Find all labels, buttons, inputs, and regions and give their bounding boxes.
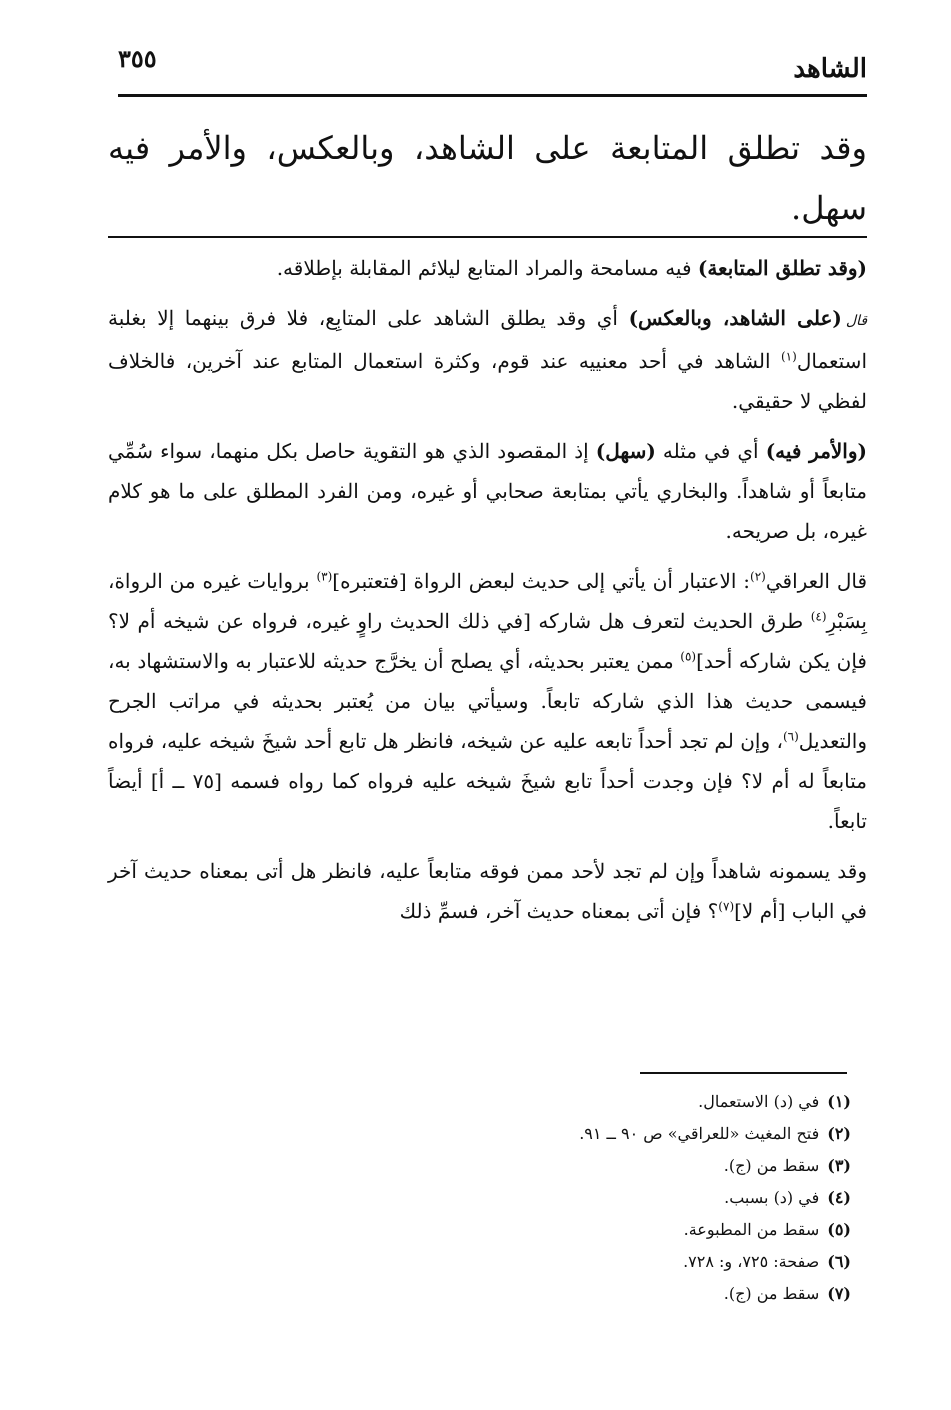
footnote-ref: (٧)	[718, 899, 735, 914]
commentary-text: إذ المقصود الذي هو التقوية حاصل بكل منهما، سواء سُمِّي متابعاً أو شاهداً. والبخاري يأتي بمتابعة صحابي أو غيره، ومن الفرد المطلق على ما هو كلام غيره، بل صريحه.	[108, 439, 867, 543]
footnote-ref: (٦)	[782, 729, 799, 744]
commentary-text: : الاعتبار أن يأتي إلى حديث لبعض الرواة [فتعتبره]	[332, 569, 751, 593]
commentary-text: ، وإن لم تجد أحداً تابعه عليه عن شيخه، فانظر هل تابع أحد شيخَ شيخه عليه، فرواه متابعاً له أم لا؟ فإن وجدت أحداً تابع شيخَ شيخه عليه فرواه كما رواه فسمه [٧٥ ــ أ] أيضاً تابعاً.	[108, 729, 868, 833]
footnote-ref: (٣)	[316, 569, 333, 584]
commentary-text: ؟ فإن أتى بمعناه حديث آخر، فسمِّ ذلك	[399, 899, 719, 923]
footnote-number: (١)	[827, 1092, 851, 1111]
commentary	[108, 248, 867, 941]
lemma: (سهل)	[595, 439, 656, 463]
commentary-text: ممن يعتبر بحديثه، أي يصلح أن يخرَّج حديثه للاعتبار به والاستشهاد به، فيسمى حديث هذا الذي شاركه تابعاً. وسيأتي بيان من يُعتبر بحديثه في مراتب الجرح والتعديل	[108, 649, 867, 753]
footnote-text: صفحة: ٧٢٥، و: ٧٢٨.	[683, 1252, 820, 1271]
page-number: ٣٥٥	[118, 44, 157, 73]
footnote-item	[300, 1150, 851, 1182]
footnote-item	[300, 1278, 851, 1310]
footnote-number: (٢)	[827, 1124, 851, 1143]
lemma: (والأمر فيه)	[765, 439, 867, 463]
matn-text: وقد تطلق المتابعة على الشاهد، وبالعكس، والأمر فيه سهل.	[108, 118, 867, 238]
footnote-item	[300, 1086, 851, 1118]
footnote-number: (٤)	[827, 1188, 851, 1207]
marginal-mark: قال	[845, 313, 868, 329]
footnote-number: (٧)	[827, 1284, 851, 1303]
lemma: (وقد تطلق المتابعة)	[697, 256, 867, 280]
footnote-item	[300, 1246, 851, 1278]
footnote-text: في (د) الاستعمال.	[698, 1092, 820, 1111]
footnote-number: (٥)	[827, 1220, 851, 1239]
commentary-text: أي وقد يطلق الشاهد على المتابِع، فلا فرق بينهما إلا بغلبة استعمال	[108, 306, 867, 373]
commentary-text: بروايات غيره من الرواة، بِسَبْرِ	[108, 569, 867, 633]
footnote-ref: (٤)	[810, 609, 827, 624]
commentary-text: طرق الحديث لتعرف هل شاركه [في ذلك الحديث راوٍ غيره، فرواه عن شيخه أم لا؟ فإن يكن شاركه أحد]	[108, 609, 867, 673]
footnote-item	[300, 1182, 851, 1214]
footnote-ref: (١)	[780, 349, 797, 364]
footnote-number: (٦)	[827, 1252, 851, 1271]
footnote-text: في (د) بسبب.	[724, 1188, 820, 1207]
footnote-ref: (٢)	[750, 569, 766, 584]
commentary-text: وقد يسمونه شاهداً وإن لم تجد لأحد ممن فوقه متابعاً عليه، فانظر هل أتى بمعناه حديث آخر في الباب [أم لا]	[108, 859, 867, 923]
running-head: الشاهد	[793, 54, 867, 84]
commentary-text: الشاهد في أحد معنييه عند قوم، وكثرة استعمال المتابع عند آخرين، فالخلاف لفظي لا حقيقي.	[108, 349, 867, 413]
commentary-text: أي في مثله	[655, 439, 766, 463]
commentary-paragraph-1	[108, 248, 867, 288]
commentary-text: فيه مسامحة والمراد المتابع ليلائم المقابلة بإطلاقه.	[276, 256, 698, 280]
footnote-text: سقط من (ج).	[723, 1156, 820, 1175]
footnote-text: سقط من المطبوعة.	[683, 1220, 820, 1239]
commentary-paragraph-5	[108, 851, 867, 931]
footnote-separator	[640, 1072, 847, 1074]
commentary-text: قال العراقي	[765, 569, 868, 593]
footnote-number: (٣)	[827, 1156, 851, 1175]
commentary-paragraph-3	[108, 431, 867, 551]
footnote-item	[300, 1214, 851, 1246]
commentary-paragraph-2	[108, 298, 867, 421]
commentary-paragraph-4	[108, 561, 867, 841]
footnotes-list	[300, 1086, 851, 1310]
footnote-text: سقط من (ج).	[723, 1284, 820, 1303]
footnote-item	[300, 1118, 851, 1150]
page-header	[118, 38, 867, 97]
lemma: (على الشاهد، وبالعكس)	[628, 306, 842, 330]
footnote-ref: (٥)	[680, 649, 697, 664]
footnote-text: فتح المغيث «للعراقي» ص ٩٠ ــ ٩١.	[579, 1124, 820, 1143]
